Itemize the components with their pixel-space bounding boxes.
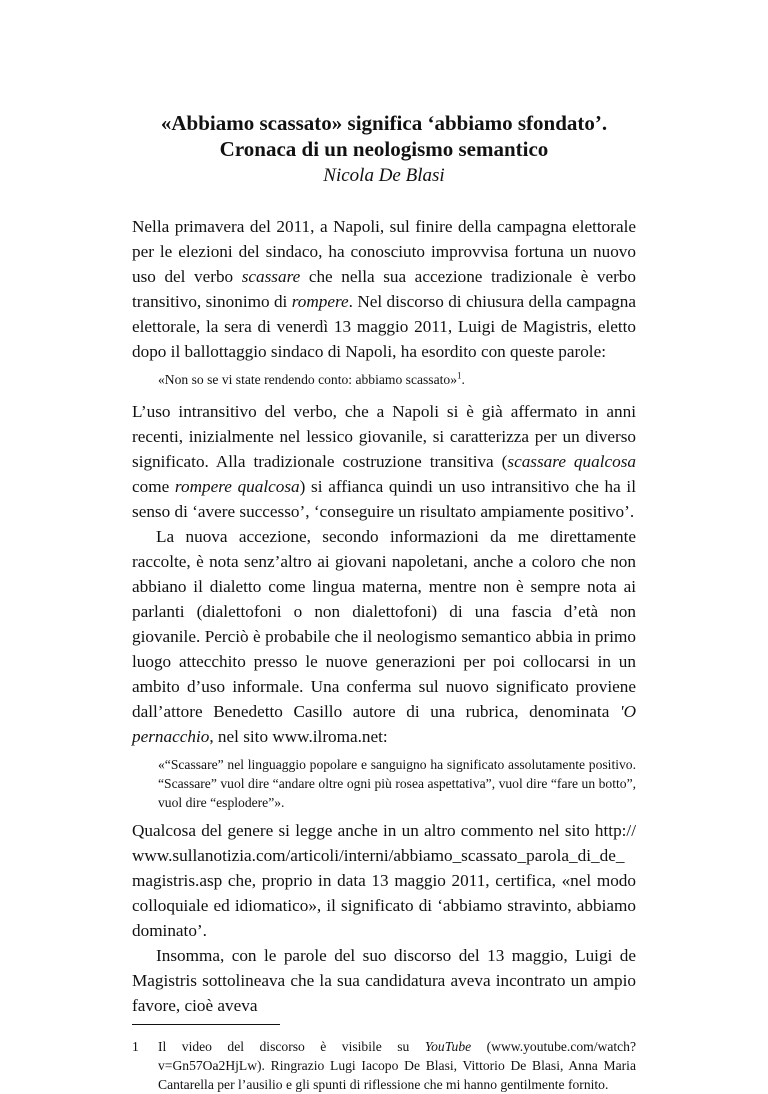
paragraph-2: L’uso intransitivo del verbo, che a Napoli si è già affermato in anni recenti, inizialmente nel lessico giovanile, si caratterizza per un diverso significato. Alla tradizionale costruzione transitiva (scassare qualcosa come rompere qualcosa) si affianca quindi un uso intransitivo che ha il senso di ‘avere successo’, ‘conseguire un risultato ampiamente positivo’. bbox=[132, 402, 636, 521]
quote-1: «Non so se vi state rendendo conto: abbiamo scassato»$^1$. bbox=[158, 370, 465, 387]
page bbox=[132, 0, 636, 1094]
paragraph-5: Insomma, con le parole del suo discorso del 13 maggio, Luigi de Magistris sottolineava che la sua candidatura aveva incontrato un ampio favore, cioè aveva bbox=[132, 946, 636, 1015]
footnote-text: Il video del discorso è visibile su YouTube (www.youtube.com/watch?v=Gn57Oa2HjLw). Ringrazio Lugi Iacopo De Blasi, Vittorio De Blasi, Anna Maria Cantarella per l’ausilio e gli spunti di riflessione che mi hanno gentilmente fornito. bbox=[158, 1039, 636, 1092]
emphasis-rompere: rompere bbox=[291, 292, 349, 311]
article-body bbox=[132, 214, 636, 1094]
paragraph-4: Qualcosa del genere si legge anche in un altro commento nel sito http://www.sullanotizia.com/articoli/interni/abbiamo_scassato_parola_di_de_magistris.asp che, proprio in data 13 maggio 2011, certifica, «nel modo colloquiale ed idiomatico», il significato di ‘abbiamo stravinto, abbiamo dominato’. bbox=[132, 821, 636, 940]
emphasis-scassare-qualcosa: scassare qualcosa bbox=[507, 452, 636, 471]
emphasis-o-pernacchio: 'O pernacchio bbox=[132, 702, 636, 746]
paper-title bbox=[132, 110, 636, 162]
paragraph-3: La nuova accezione, secondo informazioni da me direttamente raccolte, è nota senz’altro ai giovani napoletani, anche a coloro che non abbiano il dialetto come lingua materna, mentre non è sempre nota ai parlanti (dialettofoni o non dialettofoni) di una fascia d’età non giovanile. Perciò è probabile che il neologismo semantico abbia in primo luogo attecchito presso le nuove generazioni per poi collocarsi in un ambito d’uso informale. Una conferma sul nuovo significato proviene dall’attore Benedetto Casillo autore di una rubrica, denominata 'O pernacchio, nel sito www.ilroma.net: bbox=[132, 527, 636, 746]
footnote-reference[interactable]: 1 bbox=[457, 370, 462, 381]
footnote-number: 1 bbox=[132, 1039, 139, 1054]
footnote-divider bbox=[132, 1024, 280, 1025]
footnote-1 bbox=[132, 1037, 636, 1094]
emphasis-youtube: YouTube bbox=[424, 1039, 472, 1054]
title-line-2: Cronaca di un neologismo semantico bbox=[219, 137, 549, 161]
title-line-1: «Abbiamo scassato» significa ‘abbiamo sfondato’. bbox=[160, 111, 608, 135]
author-name: Nicola De Blasi bbox=[323, 165, 445, 186]
quote-2: «“Scassare” nel linguaggio popolare e sanguigno ha significato assolutamente positivo. “Scassare” vuol dire “andare oltre ogni più rosea aspettativa”, vuol dire “fare un botto”, vuol dire “esplodere”». bbox=[158, 757, 636, 810]
emphasis-rompere-qualcosa: rompere qualcosa bbox=[174, 477, 300, 496]
paragraph-1: Nella primavera del 2011, a Napoli, sul finire della campagna elettorale per le elezioni del sindaco, ha conosciuto improvvisa fortuna un nuovo uso del verbo scassare che nella sua accezione tradizionale è verbo transitivo, sinonimo di rompere. Nel discorso di chiusura della campagna elettorale, la sera di venerdì 13 maggio 2011, Luigi de Magistris, eletto dopo il ballottaggio sindaco di Napoli, ha esordito con queste parole: bbox=[132, 217, 636, 361]
sullanotizia-url: http://www.sullanotizia.com/articoli/interni/abbiamo_scassato_parola_di_de_magistris.asp bbox=[132, 821, 636, 890]
emphasis-scassare: scassare bbox=[241, 267, 301, 286]
